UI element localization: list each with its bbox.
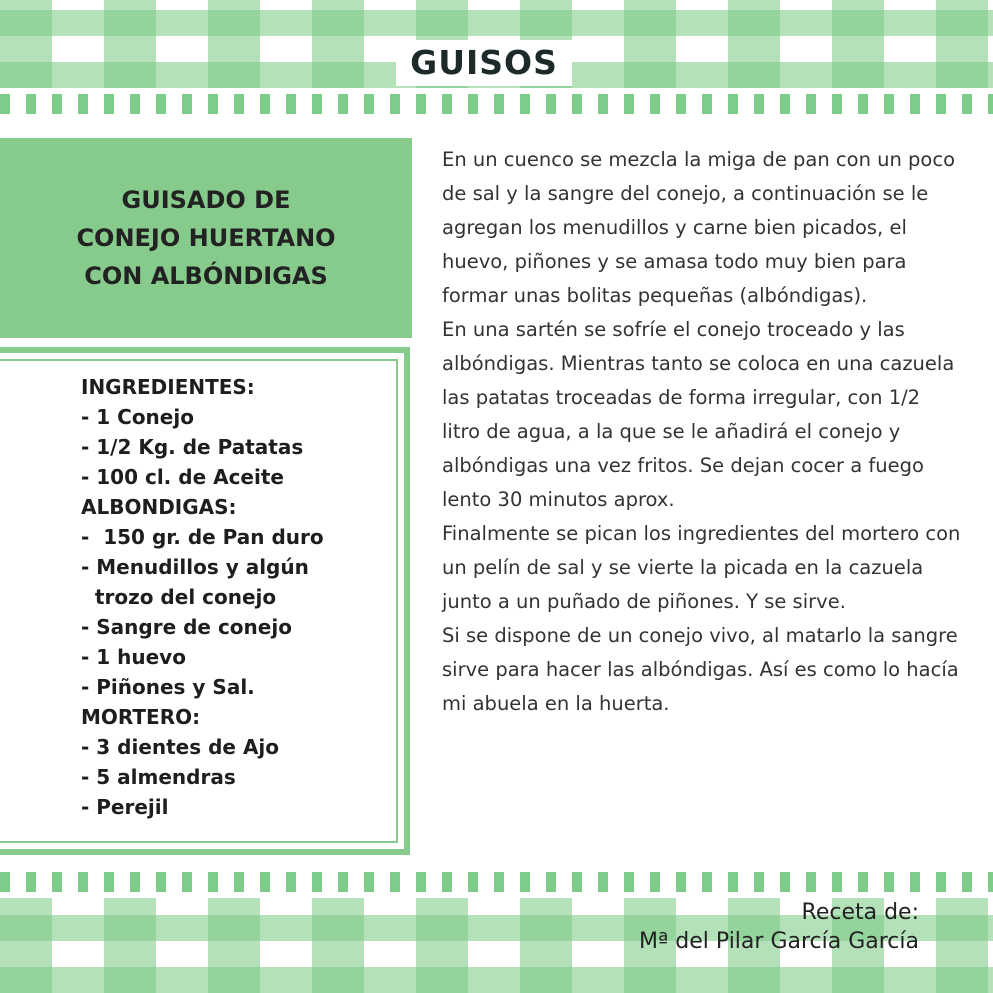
credit-label: Receta de: [801,900,919,925]
dashed-border-bottom [0,872,993,892]
recipe-credit [639,898,919,956]
ingredient-line: INGREDIENTES: [81,375,255,399]
ingredient-line: - Perejil [81,795,169,819]
instruction-paragraph: Si se dispone de un conejo vivo, al matarlo la sangre sirve para hacer las albóndigas. Así es como lo hacía mi abuela en la huerta. [442,624,959,715]
ingredient-line: - Sangre de conejo [81,615,292,639]
ingredient-line: - 1 Conejo [81,405,194,429]
recipe-title-line: CONEJO HUERTANO [76,224,336,252]
ingredient-line: ALBONDIGAS: [81,495,237,519]
ingredients-list [81,372,401,822]
ingredient-line: - Piñones y Sal. [81,675,255,699]
category-title-box [396,40,572,86]
recipe-title-line: GUISADO DE [121,186,291,214]
ingredient-line: - Menudillos y algún [81,555,309,579]
recipe-title [41,181,371,295]
ingredient-line: trozo del conejo [81,585,277,609]
dashed-border-top [0,94,993,114]
ingredient-line: - 150 gr. de Pan duro [81,525,324,549]
ingredient-line: - 5 almendras [81,765,236,789]
ingredient-line: - 100 cl. de Aceite [81,465,284,489]
page-title: GUISOS [410,43,558,82]
recipe-title-panel [0,138,412,338]
ingredient-line: - 3 dientes de Ajo [81,735,280,759]
ingredient-line: MORTERO: [81,705,201,729]
credit-author: Mª del Pilar García García [638,929,919,954]
instruction-paragraph: En un cuenco se mezcla la miga de pan con un poco de sal y la sangre del conejo, a continuación se le agregan los menudillos y carne bien picados, el huevo, piñones y se amasa todo muy bien para formar unas bolitas pequeñas (albóndigas). [442,148,955,307]
ingredient-line: - 1/2 Kg. de Patatas [81,435,304,459]
instruction-paragraph: En una sartén se sofríe el conejo troceado y las albóndigas. Mientras tanto se coloca en una cazuela las patatas troceadas de forma irregular, con 1/2 litro de agua, a la que se le añadirá el conejo y albóndigas una vez fritos. Se dejan cocer a fuego lento 30 minutos aprox. [442,318,955,511]
instruction-paragraph: Finalmente se pican los ingredientes del mortero con un pelín de sal y se vierte la picada en la cazuela junto a un puñado de piñones. Y se sirve. [442,522,961,613]
recipe-instructions [442,143,962,721]
recipe-title-line: CON ALBÓNDIGAS [84,262,328,290]
ingredient-line: - 1 huevo [81,645,186,669]
